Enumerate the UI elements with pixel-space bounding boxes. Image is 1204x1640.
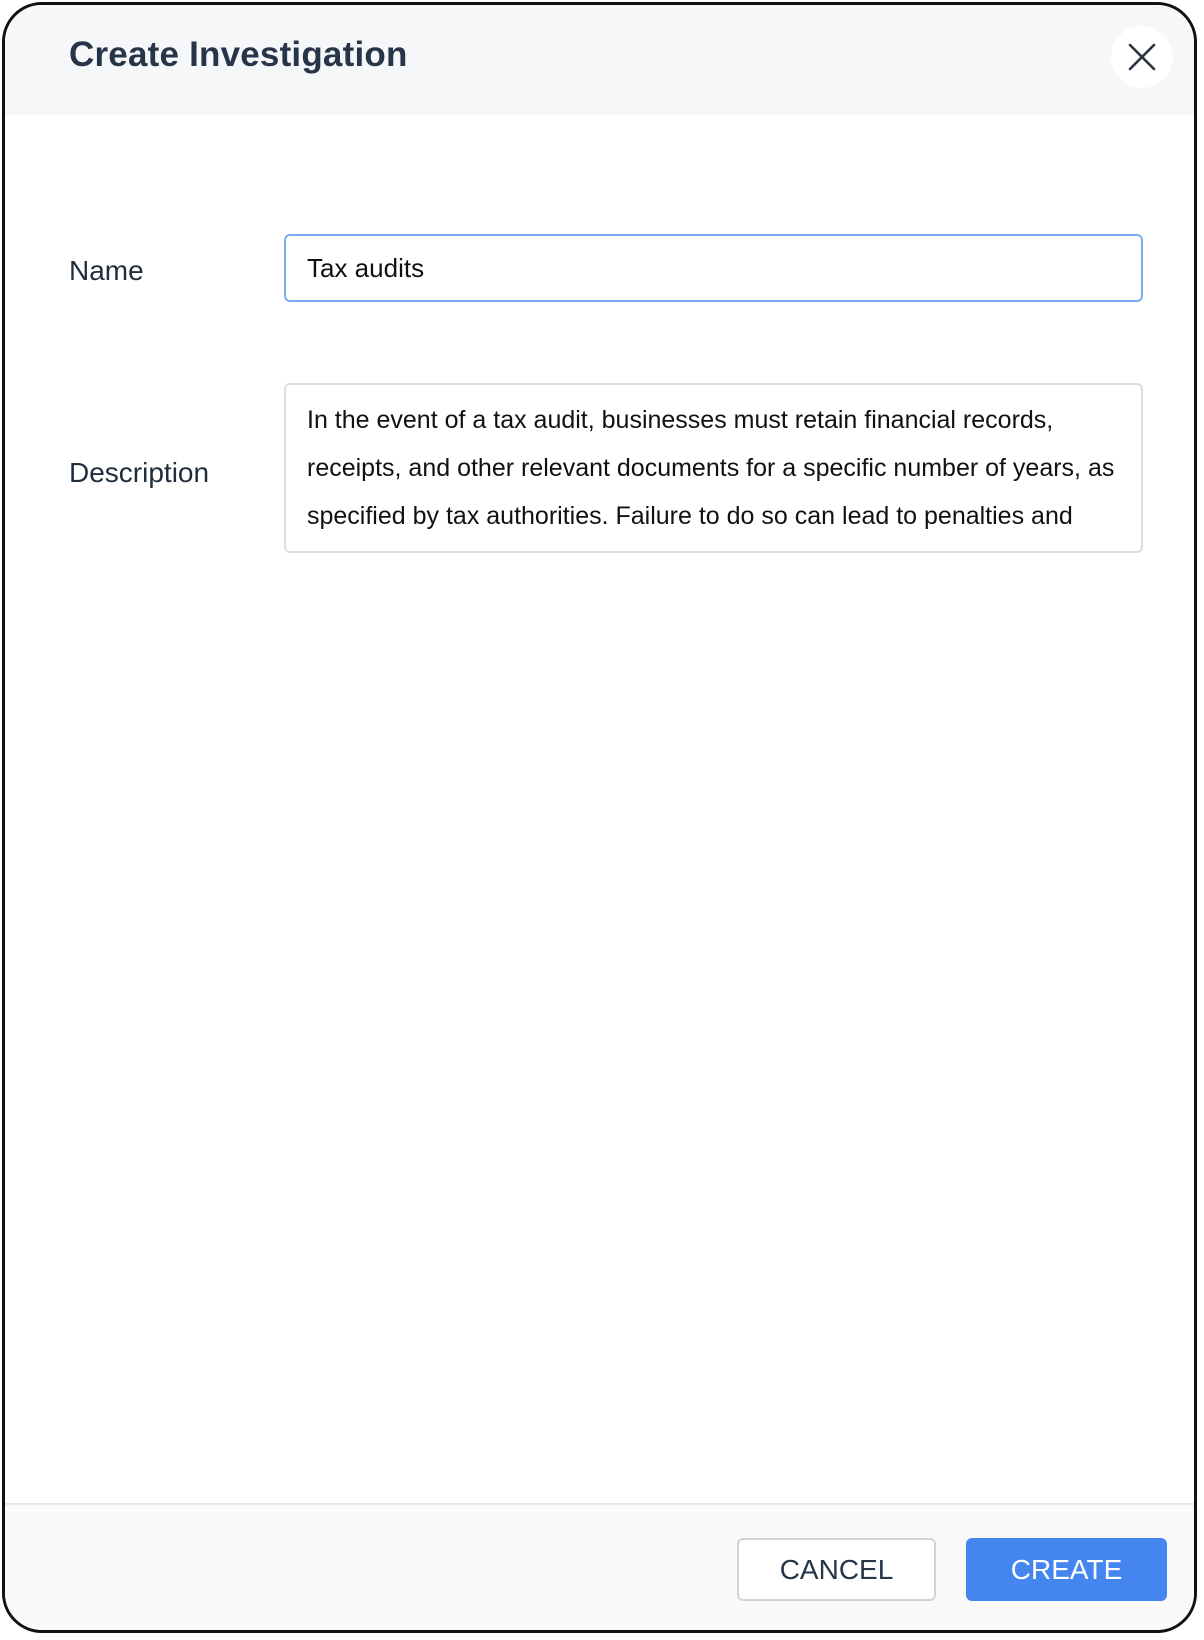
name-label: Name: [69, 255, 144, 286]
dialog-header: [5, 5, 1194, 115]
close-button[interactable]: [1111, 26, 1173, 88]
description-textarea[interactable]: In the event of a tax audit, businesses must retain financial records, receipts, and other relevant documents for a specific number of years, as specified by tax authorities. Failure to do so can lead to penalties and: [284, 383, 1143, 553]
close-icon: [1127, 42, 1157, 72]
cancel-button[interactable]: CANCEL: [737, 1538, 936, 1601]
description-label: Description: [69, 457, 210, 488]
dialog-title: Create Investigation: [69, 35, 408, 74]
name-input[interactable]: [284, 234, 1143, 302]
create-investigation-dialog: [2, 2, 1197, 1633]
create-button[interactable]: CREATE: [966, 1538, 1167, 1601]
dialog-footer: [5, 1503, 1194, 1630]
